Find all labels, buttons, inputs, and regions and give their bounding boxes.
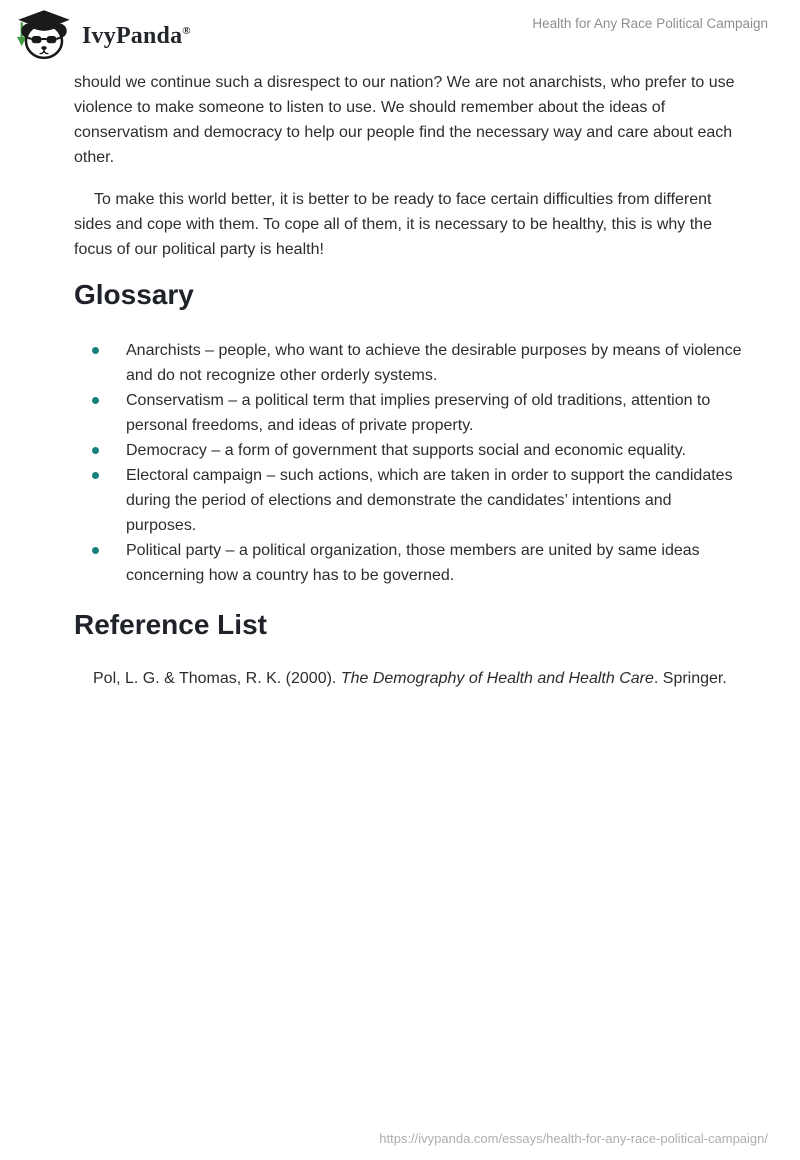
ivypanda-logo [14, 8, 191, 64]
citation-book-title: The Demography of Health and Health Care [340, 670, 654, 687]
list-item [74, 388, 746, 438]
glossary-term-electoral-campaign: Electoral campaign – such actions, which are taken in order to support the candidates during the period of elections and demonstrate the candidates’ intentions and purposes. [126, 467, 733, 534]
glossary-term-democracy: Democracy – a form of government that supports social and economic equality. [126, 442, 686, 459]
glossary-term-political-party: Political party – a political organization, those members are united by same ideas concerning how a country has to be governed. [126, 542, 700, 584]
page-header [0, 0, 800, 66]
reference-citation [74, 666, 746, 691]
glossary-term-conservatism: Conservatism – a political term that implies preserving of old traditions, attention to personal freedoms, and ideas of private property. [126, 392, 711, 434]
panda-graduate-icon [14, 8, 74, 64]
citation-publisher: . Springer. [653, 670, 727, 687]
brand-name: IvyPanda® [82, 22, 191, 49]
document-body [74, 70, 746, 691]
paragraph-conclusion: To make this world better, it is better to be ready to face certain difficulties from different sides and cope with them. To cope all of them, it is necessary to be healthy, this is why the focus of our political party is health! [74, 191, 712, 258]
glossary-heading: Glossary [74, 279, 194, 310]
citation-authors-year: Pol, L. G. & Thomas, R. K. (2000). [93, 670, 341, 687]
list-item [74, 538, 746, 588]
list-item [74, 438, 746, 463]
glossary-term-anarchists: Anarchists – people, who want to achieve the desirable purposes by means of violence and do not recognize other orderly systems. [126, 342, 742, 384]
list-item [74, 338, 746, 388]
source-url: https://ivypanda.com/essays/health-for-any-race-political-campaign/ [379, 1131, 768, 1146]
paragraph-continuation: should we continue such a disrespect to our nation? We are not anarchists, who prefer to use violence to make someone to listen to use. We should remember about the ideas of conservatism and democracy to help our people find the necessary way and care about each other. [74, 74, 735, 166]
reference-list-heading: Reference List [74, 609, 267, 640]
document-title: Health for Any Race Political Campaign [532, 16, 768, 31]
glossary-list [74, 338, 746, 588]
list-item [74, 463, 746, 538]
registered-mark: ® [182, 24, 191, 37]
